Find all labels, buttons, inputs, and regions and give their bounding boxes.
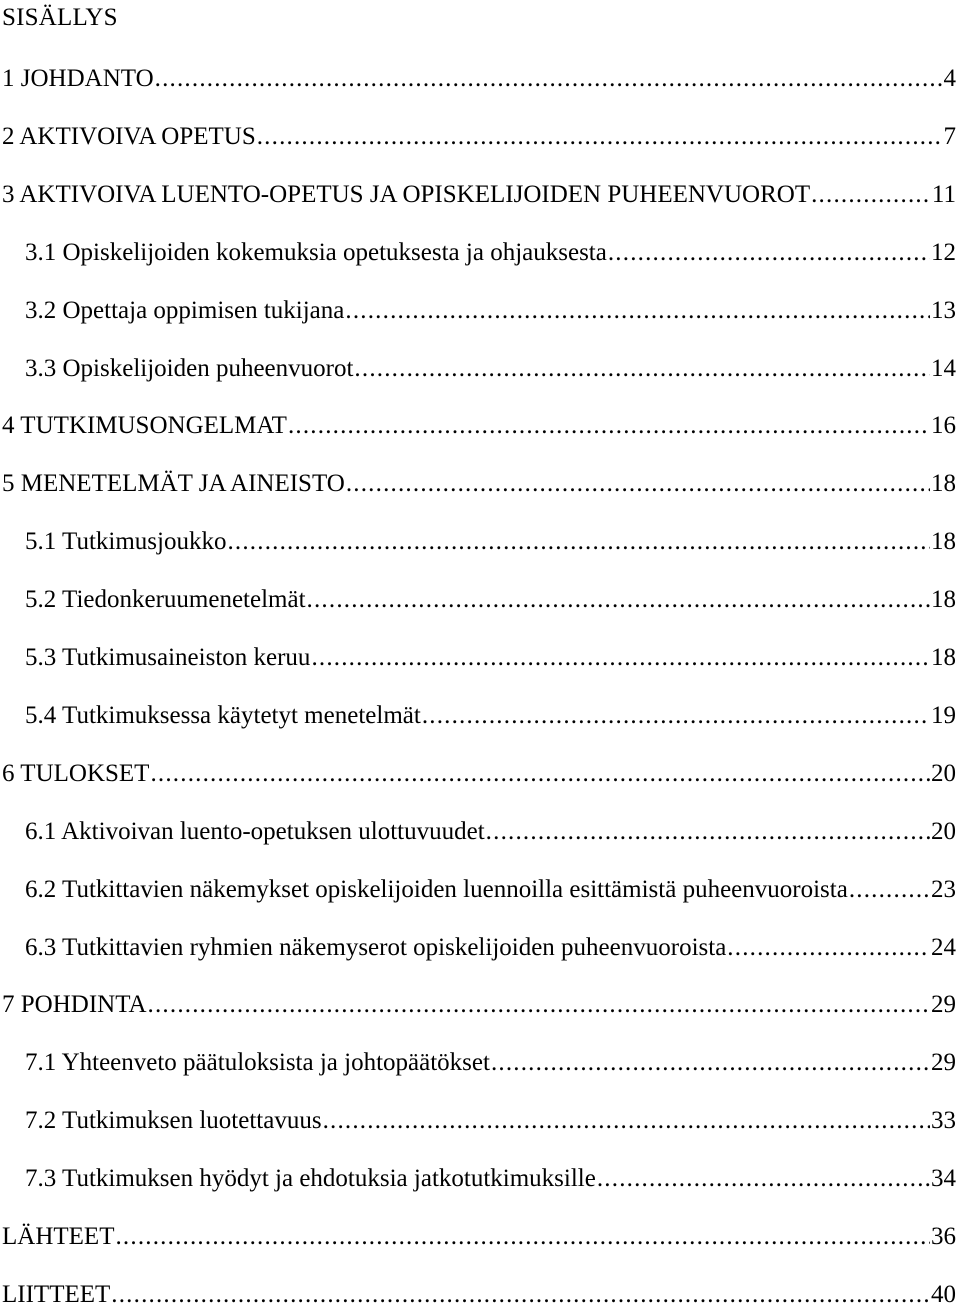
toc-entry-page-number: 18	[931, 586, 956, 613]
toc-entry-label: 6 TULOKSET	[2, 760, 150, 787]
toc-entry[interactable]	[25, 1104, 956, 1138]
dot-leader	[491, 1046, 930, 1080]
toc-entry[interactable]	[2, 757, 956, 791]
toc-entry-label: 3.1 Opiskelijoiden kokemuksia opetuksesta ja ohjauksesta	[25, 239, 607, 266]
toc-entry[interactable]	[25, 294, 956, 328]
dot-leader	[849, 873, 930, 907]
dot-leader	[608, 236, 930, 270]
dot-leader	[115, 1220, 930, 1254]
dot-leader	[227, 525, 930, 559]
toc-entry-page-number: 19	[931, 702, 956, 729]
toc-entry-label: 3.2 Opettaja oppimisen tukijana	[25, 297, 345, 324]
toc-entry-page-number: 29	[931, 1049, 956, 1076]
toc-entry-page-number: 4	[943, 65, 956, 92]
toc-entry-page-number: 29	[931, 991, 956, 1018]
toc-title: SISÄLLYS	[2, 4, 118, 31]
toc-entry-page-number: 24	[931, 934, 956, 961]
dot-leader	[307, 583, 930, 617]
toc-entry[interactable]	[25, 352, 956, 386]
toc-entry-page-number: 13	[931, 297, 956, 324]
dot-leader	[257, 120, 943, 154]
dot-leader	[150, 757, 930, 791]
toc-entry[interactable]	[25, 236, 956, 270]
toc-entry-label: 5 MENETELMÄT JA AINEISTO	[2, 470, 345, 497]
toc-entry[interactable]	[25, 699, 956, 733]
toc-entry-page-number: 12	[931, 239, 956, 266]
toc-entry-label: 7.2 Tutkimuksen luotettavuus	[25, 1107, 322, 1134]
dot-leader	[597, 1162, 930, 1196]
toc-entry-label: 5.2 Tiedonkeruumenetelmät	[25, 586, 306, 613]
toc-entry-label: 1 JOHDANTO	[2, 65, 154, 92]
toc-entry[interactable]	[2, 62, 956, 96]
toc-entry-label: 7.1 Yhteenveto päätuloksista ja johtopäätökset	[25, 1049, 490, 1076]
toc-entry-page-number: 20	[931, 760, 956, 787]
toc-entry-page-number: 36	[931, 1223, 956, 1250]
dot-leader	[354, 352, 930, 386]
toc-entry[interactable]	[25, 525, 956, 559]
toc-entry-label: 7.3 Tutkimuksen hyödyt ja ehdotuksia jatkotutkimuksille	[25, 1165, 596, 1192]
toc-entry-label: 3.3 Opiskelijoiden puheenvuorot	[25, 355, 354, 382]
toc-entry-page-number: 7	[943, 123, 956, 150]
toc-entry-label: LÄHTEET	[2, 1223, 115, 1250]
toc-entry-page-number: 34	[931, 1165, 956, 1192]
dot-leader	[148, 988, 930, 1022]
toc-entry-page-number: 20	[931, 818, 956, 845]
dot-leader	[346, 467, 930, 501]
toc-entry-label: LIITTEET	[2, 1281, 111, 1308]
toc-entry-page-number: 33	[931, 1107, 956, 1134]
toc-entry-label: 4 TUTKIMUSONGELMAT	[2, 412, 287, 439]
toc-entry-label: 6.3 Tutkittavien ryhmien näkemyserot opiskelijoiden puheenvuoroista	[25, 934, 727, 961]
toc-entry[interactable]	[25, 873, 956, 907]
toc-entry-label: 3 AKTIVOIVA LUENTO-OPETUS JA OPISKELIJOIDEN PUHEENVUOROT	[2, 181, 811, 208]
toc-entry-page-number: 18	[931, 644, 956, 671]
dot-leader	[486, 815, 930, 849]
toc-entry[interactable]	[2, 988, 956, 1022]
toc-entry-page-number: 11	[931, 181, 956, 208]
toc-entry[interactable]	[25, 931, 956, 965]
toc-entry[interactable]	[25, 583, 956, 617]
toc-entry-page-number: 14	[931, 355, 956, 382]
toc-entry[interactable]	[2, 1278, 956, 1312]
dot-leader	[345, 294, 930, 328]
toc-entry[interactable]	[2, 1220, 956, 1254]
toc-entry[interactable]	[25, 815, 956, 849]
toc-entry-label: 5.3 Tutkimusaineiston keruu	[25, 644, 311, 671]
dot-leader	[311, 641, 930, 675]
toc-entry-page-number: 18	[931, 470, 956, 497]
toc-entry-page-number: 40	[931, 1281, 956, 1308]
toc-entry-label: 7 POHDINTA	[2, 991, 147, 1018]
dot-leader	[323, 1104, 930, 1138]
dot-leader	[155, 62, 943, 96]
dot-leader	[288, 409, 930, 443]
dot-leader	[811, 178, 931, 212]
toc-entry[interactable]	[25, 641, 956, 675]
toc-entry-label: 6.1 Aktivoivan luento-opetuksen ulottuvuudet	[25, 818, 485, 845]
toc-entry-page-number: 16	[931, 412, 956, 439]
toc-entry-label: 5.1 Tutkimusjoukko	[25, 528, 227, 555]
dot-leader	[727, 931, 930, 965]
toc-entry[interactable]	[2, 120, 956, 154]
toc-entry-label: 6.2 Tutkittavien näkemykset opiskelijoiden luennoilla esittämistä puheenvuoroista	[25, 876, 848, 903]
toc-entry[interactable]	[2, 467, 956, 501]
toc-entry[interactable]	[2, 178, 956, 212]
toc-entry-page-number: 23	[931, 876, 956, 903]
dot-leader	[111, 1278, 930, 1312]
toc-entry[interactable]	[2, 409, 956, 443]
dot-leader	[422, 699, 930, 733]
toc-entry[interactable]	[25, 1162, 956, 1196]
toc-entry[interactable]	[25, 1046, 956, 1080]
toc-entry-page-number: 18	[931, 528, 956, 555]
toc-entry-label: 5.4 Tutkimuksessa käytetyt menetelmät	[25, 702, 421, 729]
toc-entry-label: 2 AKTIVOIVA OPETUS	[2, 123, 256, 150]
